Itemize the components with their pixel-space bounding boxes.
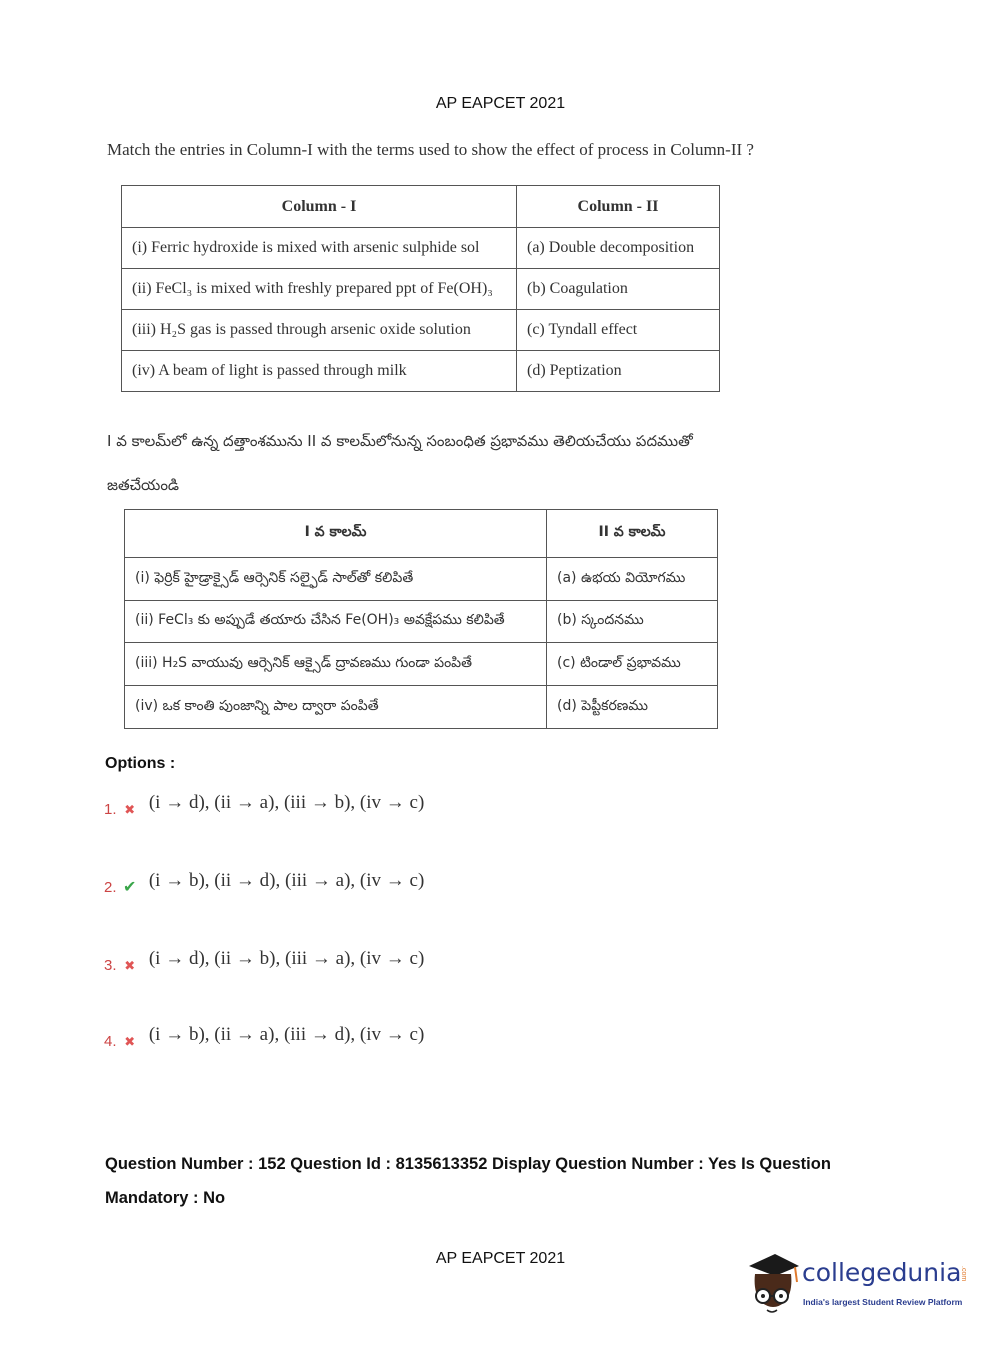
question-metadata [105,1147,925,1215]
match-table-english [121,185,720,392]
options-label: Options : [105,755,176,772]
column-1-cell: (ii) FeCl₃ కు అప్పుడే తయారు చేసిన Fe(OH)₃ అవక్షేపము కలిపితే [125,601,547,643]
option-number: 4. [104,1033,117,1050]
column-1-cell: (iii) H₂S వాయువు ఆర్సెనిక్ ఆక్సైడ్ ద్రావణము గుండా పంపితే [125,643,547,686]
option-1[interactable] [104,792,425,820]
metadata-line-1: Question Number : 152 Question Id : 8135613352 Display Question Number : Yes Is Question [105,1155,831,1173]
table-row [122,269,720,310]
brand-suffix: .com [960,1266,967,1282]
option-number: 1. [104,801,117,818]
match-table-telugu [124,509,718,729]
mascot-icon [745,1252,801,1317]
column-2-cell: (d) Peptization [517,351,720,392]
cross-icon: ✖ [124,958,136,973]
column-1-cell: (iii) H₂S gas is passed through arsenic oxide solution [122,310,517,351]
column-1-header: Column - I [122,186,517,228]
option-4[interactable] [104,1024,425,1052]
option-text: (i → d), (ii → b), (iii → a), (iv → c) [148,948,425,969]
option-text: (i → b), (ii → a), (iii → d), (iv → c) [148,1024,425,1045]
table-row [125,643,718,686]
column-2-cell: (d) పెప్టీకరణము [547,686,718,729]
page-footer: AP EAPCET 2021 [435,1250,566,1267]
question-text-telugu-line1: I వ కాలమ్‌లో ఉన్న దత్తాంశమును II వ కాలమ్‌లోనున్న సంబంధిత ప్రభావము తెలియచేయు పదముతో [107,432,693,450]
check-icon: ✔ [122,879,137,896]
brand-tagline: India's largest Student Review Platform [803,1297,963,1307]
option-text: (i → d), (ii → a), (iii → b), (iv → c) [148,792,425,813]
column-2-cell: (b) Coagulation [517,269,720,310]
column-1-cell: (i) Ferric hydroxide is mixed with arsenic sulphide sol [122,228,517,269]
metadata-line-2: Mandatory : No [105,1189,226,1207]
table-row [122,310,720,351]
column-2-header: Column - II [517,186,720,228]
table-row [122,228,720,269]
option-number: 2. [104,879,117,896]
column-1-cell: (iv) ఒక కాంతి పుంజాన్ని పాల ద్వారా పంపితే [125,686,547,729]
cross-icon: ✖ [124,802,136,817]
column-2-cell: (a) Double decomposition [517,228,720,269]
column-1-header: I వ కాలమ్ [125,510,547,558]
column-1-cell: (i) ఫెర్రిక్ హైడ్రాక్సైడ్ ఆర్సెనిక్ సల్ఫైడ్ సాల్‌తో కలిపితే [125,558,547,601]
column-2-header: II వ కాలమ్ [547,510,718,558]
option-number: 3. [104,957,117,974]
brand-name: collegedunia [802,1258,962,1287]
column-2-cell: (c) టిండాల్ ప్రభావము [547,643,718,686]
table-row [125,558,718,601]
table-row [125,686,718,729]
column-1-cell: (ii) FeCl₃ is mixed with freshly prepared ppt of Fe(OH)₃ [122,269,517,310]
option-3[interactable] [104,948,425,976]
column-2-cell: (a) ఉభయ వియోగము [547,558,718,601]
option-text: (i → b), (ii → d), (iii → a), (iv → c) [148,870,425,891]
question-text-telugu-line2: జతచేయండి [107,476,180,494]
option-2[interactable] [104,870,425,898]
cross-icon: ✖ [124,1034,136,1049]
column-1-cell: (iv) A beam of light is passed through milk [122,351,517,392]
table-row [122,351,720,392]
column-2-cell: (b) స్కందనము [547,601,718,643]
column-2-cell: (c) Tyndall effect [517,310,720,351]
page-header: AP EAPCET 2021 [435,95,566,112]
question-text-english: Match the entries in Column-I with the terms used to show the effect of process in Column-II ? [107,140,754,159]
table-row [125,601,718,643]
collegedunia-logo [745,1252,970,1317]
